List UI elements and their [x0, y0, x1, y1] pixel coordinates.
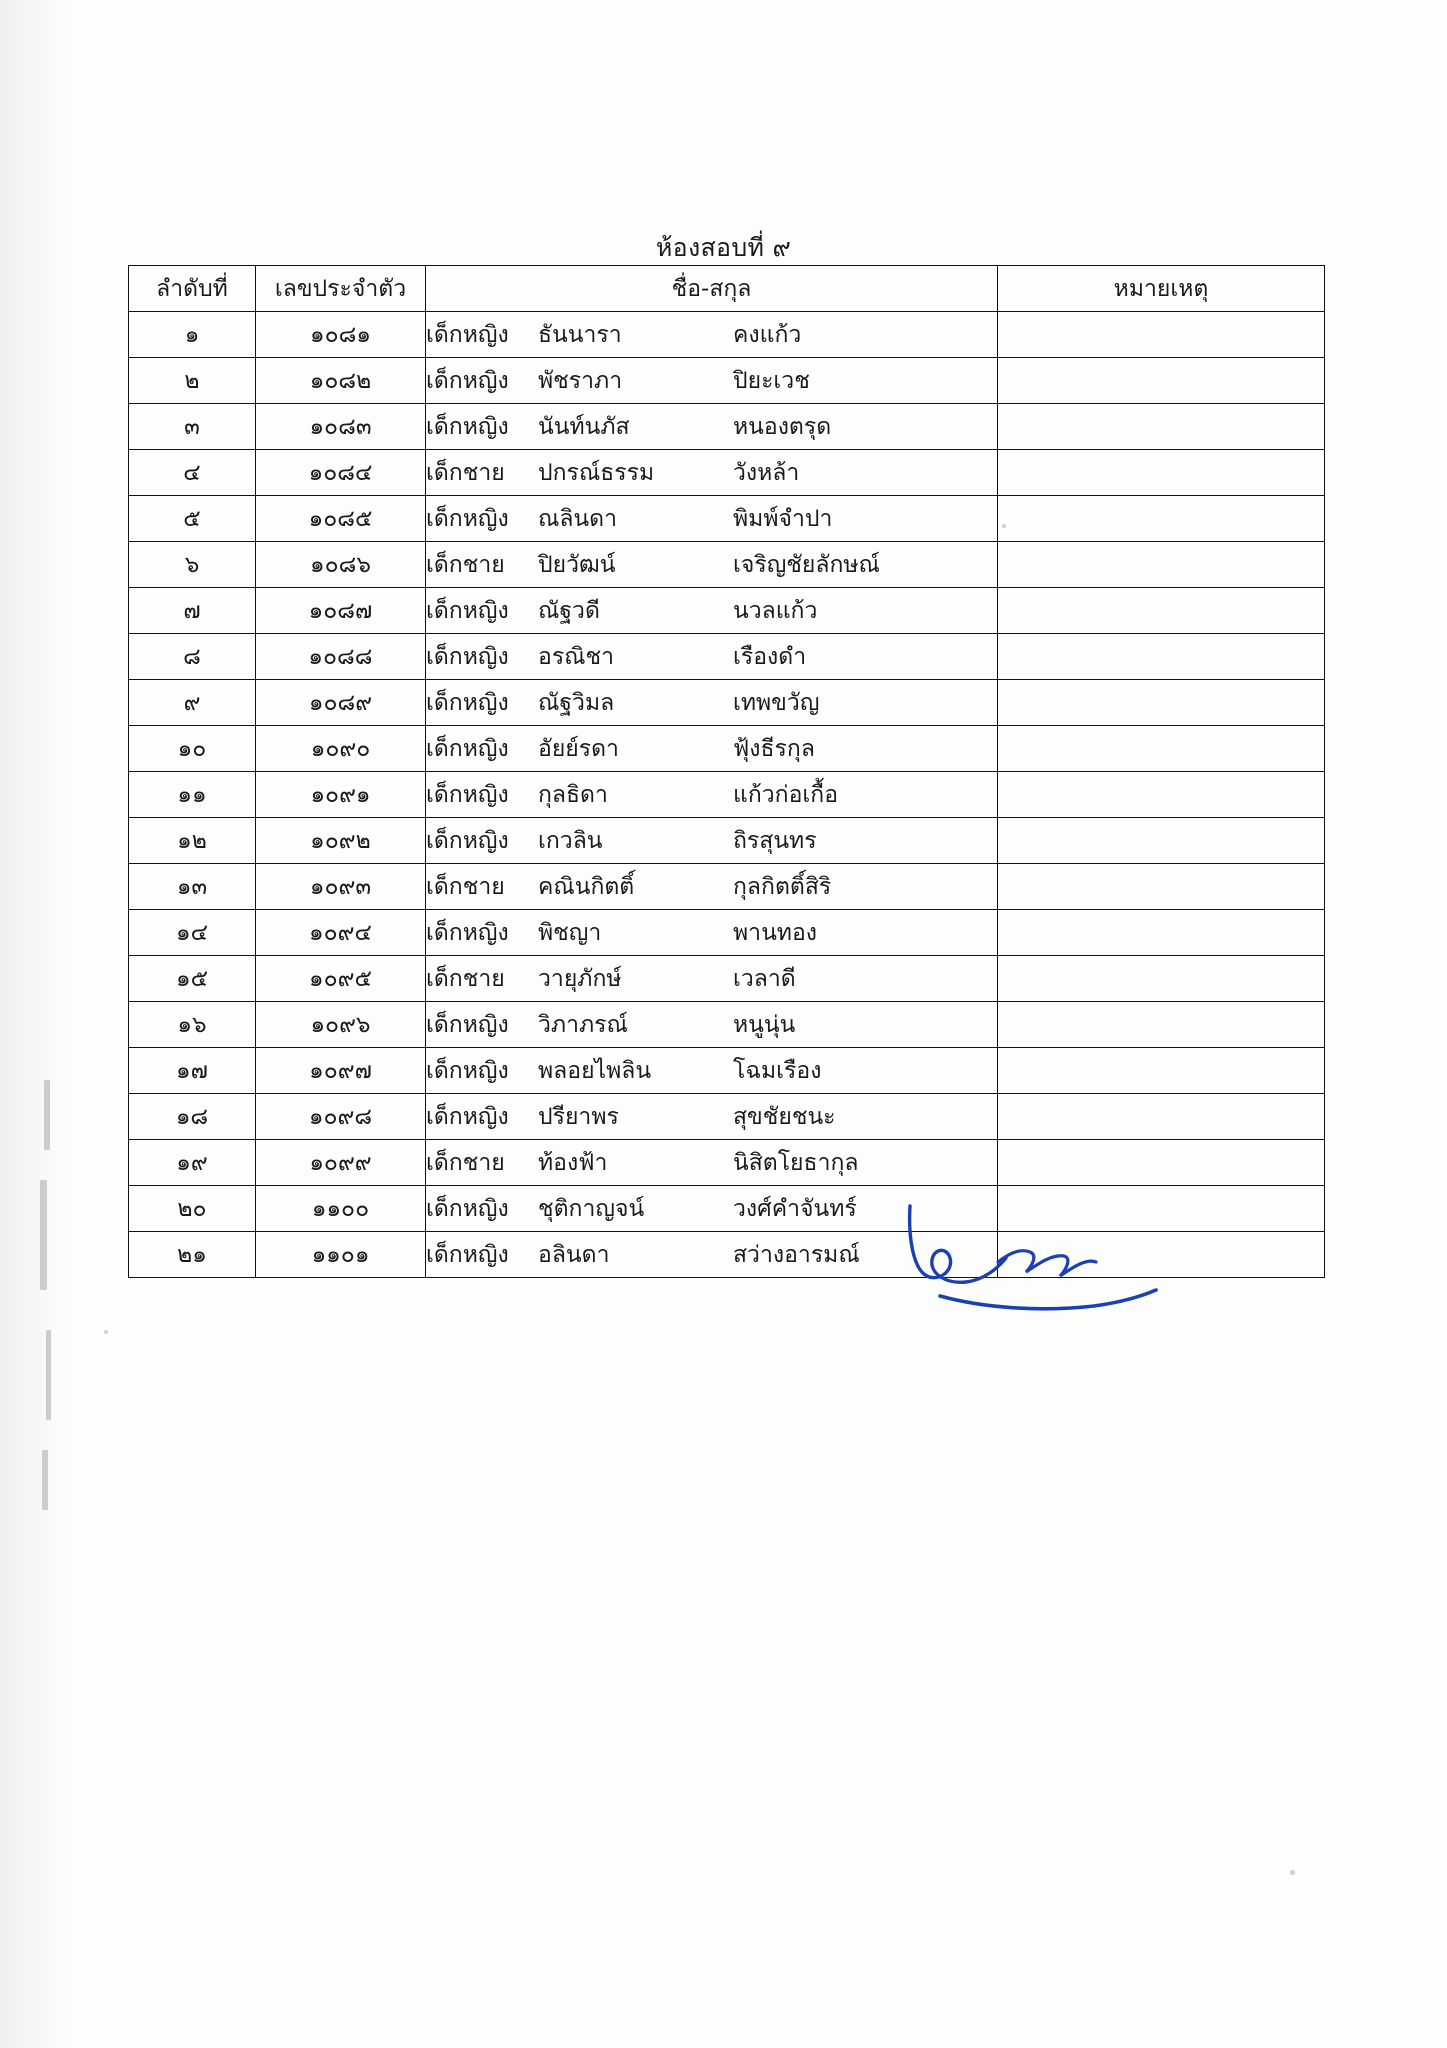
- name-prefix: เด็กหญิง: [426, 827, 509, 854]
- table-row: [129, 1140, 1325, 1186]
- scan-edge-shadow: [0, 0, 70, 2048]
- column-header-note: หมายเหตุ: [998, 266, 1325, 312]
- name-prefix: เด็กหญิง: [426, 781, 509, 808]
- name-prefix: เด็กหญิง: [426, 1011, 509, 1038]
- cell-sequence-number: ๑๒: [129, 818, 256, 864]
- given-name: นันท์นภัส: [538, 413, 630, 440]
- given-name: ณลินดา: [538, 505, 618, 532]
- name-row: [426, 547, 997, 583]
- surname: วงศ์คำจันทร์: [733, 1195, 857, 1222]
- cell-full-name: [426, 726, 998, 772]
- cell-full-name: [426, 634, 998, 680]
- cell-student-id: ๑๐๘๗: [256, 588, 426, 634]
- cell-sequence-number: ๙: [129, 680, 256, 726]
- cell-full-name: [426, 496, 998, 542]
- cell-remark: [998, 634, 1325, 680]
- given-name: พลอยไพลิน: [538, 1057, 652, 1084]
- name-prefix: เด็กชาย: [426, 873, 505, 900]
- name-prefix: เด็กชาย: [426, 551, 505, 578]
- given-name: วายุภักษ์: [538, 965, 622, 992]
- cell-full-name: [426, 1094, 998, 1140]
- column-header-id: เลขประจำตัว: [256, 266, 426, 312]
- given-name: อลินดา: [538, 1241, 610, 1268]
- table-row: [129, 496, 1325, 542]
- given-name: ณัฐวิมล: [538, 689, 615, 716]
- cell-student-id: ๑๑๐๑: [256, 1232, 426, 1278]
- name-row: [426, 1191, 997, 1227]
- cell-full-name: [426, 312, 998, 358]
- name-prefix: เด็กหญิง: [426, 1195, 509, 1222]
- cell-student-id: ๑๐๘๘: [256, 634, 426, 680]
- surname: เจริญชัยลักษณ์: [733, 551, 880, 578]
- table-row: [129, 1002, 1325, 1048]
- name-prefix: เด็กหญิง: [426, 1241, 509, 1268]
- cell-remark: [998, 312, 1325, 358]
- column-header-name: ชื่อ-สกุล: [426, 266, 998, 312]
- given-name: ปรียาพร: [538, 1103, 619, 1130]
- cell-student-id: ๑๐๙๓: [256, 864, 426, 910]
- cell-sequence-number: ๑: [129, 312, 256, 358]
- name-row: [426, 1099, 997, 1135]
- cell-remark: [998, 358, 1325, 404]
- cell-full-name: [426, 1232, 998, 1278]
- surname: เทพขวัญ: [733, 689, 820, 716]
- surname: สุขชัยชนะ: [733, 1103, 836, 1130]
- cell-remark: [998, 956, 1325, 1002]
- name-row: [426, 961, 997, 997]
- table-row: [129, 680, 1325, 726]
- name-prefix: เด็กชาย: [426, 965, 505, 992]
- name-prefix: เด็กหญิง: [426, 597, 509, 624]
- cell-full-name: [426, 910, 998, 956]
- cell-remark: [998, 542, 1325, 588]
- cell-student-id: ๑๐๙๔: [256, 910, 426, 956]
- table-row: [129, 910, 1325, 956]
- scan-speckle: [104, 1330, 108, 1334]
- name-row: [426, 639, 997, 675]
- name-prefix: เด็กหญิง: [426, 1057, 509, 1084]
- surname: คงแก้ว: [733, 321, 802, 348]
- name-row: [426, 455, 997, 491]
- name-row: [426, 823, 997, 859]
- surname: ถิรสุนทร: [733, 827, 817, 854]
- name-prefix: เด็กหญิง: [426, 1103, 509, 1130]
- scan-speckle: [42, 1450, 48, 1510]
- name-row: [426, 409, 997, 445]
- cell-student-id: ๑๐๘๒: [256, 358, 426, 404]
- name-row: [426, 1007, 997, 1043]
- name-row: [426, 869, 997, 905]
- cell-sequence-number: ๕: [129, 496, 256, 542]
- given-name: ท้องฟ้า: [538, 1149, 608, 1176]
- table-row: [129, 404, 1325, 450]
- cell-student-id: ๑๐๘๓: [256, 404, 426, 450]
- name-row: [426, 915, 997, 951]
- given-name: ปิยวัฒน์: [538, 551, 616, 578]
- table-row: [129, 588, 1325, 634]
- cell-student-id: ๑๐๘๑: [256, 312, 426, 358]
- surname: ปิยะเวช: [733, 367, 810, 394]
- name-prefix: เด็กหญิง: [426, 367, 509, 394]
- cell-student-id: ๑๐๙๗: [256, 1048, 426, 1094]
- surname: พานทอง: [733, 919, 818, 946]
- name-prefix: เด็กหญิง: [426, 643, 509, 670]
- cell-remark: [998, 404, 1325, 450]
- table-header-row: [129, 266, 1325, 312]
- name-row: [426, 777, 997, 813]
- cell-sequence-number: ๖: [129, 542, 256, 588]
- given-name: วิภาภรณ์: [538, 1011, 628, 1038]
- cell-remark: [998, 910, 1325, 956]
- cell-remark: [998, 450, 1325, 496]
- cell-remark: [998, 588, 1325, 634]
- scan-speckle: [44, 1080, 50, 1150]
- cell-full-name: [426, 404, 998, 450]
- cell-full-name: [426, 1186, 998, 1232]
- surname: ฟุ้งธีรกุล: [733, 735, 815, 762]
- cell-full-name: [426, 588, 998, 634]
- surname: แก้วก่อเกื้อ: [733, 781, 839, 808]
- cell-sequence-number: ๑๖: [129, 1002, 256, 1048]
- name-row: [426, 1053, 997, 1089]
- cell-sequence-number: ๔: [129, 450, 256, 496]
- name-prefix: เด็กหญิง: [426, 919, 509, 946]
- name-row: [426, 1145, 997, 1181]
- cell-remark: [998, 1232, 1325, 1278]
- surname: สว่างอารมณ์: [733, 1241, 860, 1268]
- surname: นวลแก้ว: [733, 597, 818, 624]
- student-roster-table: [128, 265, 1325, 1278]
- cell-sequence-number: ๓: [129, 404, 256, 450]
- cell-remark: [998, 1094, 1325, 1140]
- cell-student-id: ๑๑๐๐: [256, 1186, 426, 1232]
- cell-full-name: [426, 956, 998, 1002]
- name-row: [426, 685, 997, 721]
- cell-sequence-number: ๑๙: [129, 1140, 256, 1186]
- name-row: [426, 501, 997, 537]
- table-row: [129, 634, 1325, 680]
- given-name: เกวลิน: [538, 827, 603, 854]
- given-name: กุลธิดา: [538, 781, 608, 808]
- table-row: [129, 726, 1325, 772]
- cell-full-name: [426, 1002, 998, 1048]
- table-row: [129, 956, 1325, 1002]
- scan-speckle: [1290, 1870, 1295, 1875]
- name-prefix: เด็กหญิง: [426, 735, 509, 762]
- given-name: พิชญา: [538, 919, 602, 946]
- given-name: ธันนารา: [538, 321, 622, 348]
- cell-sequence-number: ๑๓: [129, 864, 256, 910]
- cell-sequence-number: ๑๐: [129, 726, 256, 772]
- cell-sequence-number: ๒๐: [129, 1186, 256, 1232]
- name-prefix: เด็กชาย: [426, 459, 505, 486]
- given-name: อรณิชา: [538, 643, 615, 670]
- given-name: อัยย์รดา: [538, 735, 619, 762]
- table-row: [129, 864, 1325, 910]
- cell-full-name: [426, 772, 998, 818]
- cell-sequence-number: ๑๔: [129, 910, 256, 956]
- cell-student-id: ๑๐๘๖: [256, 542, 426, 588]
- cell-student-id: ๑๐๘๙: [256, 680, 426, 726]
- table-row: [129, 312, 1325, 358]
- cell-full-name: [426, 864, 998, 910]
- cell-remark: [998, 1140, 1325, 1186]
- cell-sequence-number: ๑๗: [129, 1048, 256, 1094]
- cell-remark: [998, 818, 1325, 864]
- table-row: [129, 450, 1325, 496]
- cell-student-id: ๑๐๙๖: [256, 1002, 426, 1048]
- cell-student-id: ๑๐๙๘: [256, 1094, 426, 1140]
- cell-sequence-number: ๘: [129, 634, 256, 680]
- cell-student-id: ๑๐๙๐: [256, 726, 426, 772]
- cell-student-id: ๑๐๘๕: [256, 496, 426, 542]
- name-row: [426, 317, 997, 353]
- surname: กุลกิตติ์สิริ: [733, 873, 832, 900]
- table-row: [129, 1094, 1325, 1140]
- name-row: [426, 731, 997, 767]
- name-prefix: เด็กหญิง: [426, 689, 509, 716]
- cell-student-id: ๑๐๙๙: [256, 1140, 426, 1186]
- name-row: [426, 593, 997, 629]
- surname: โฉมเรือง: [733, 1057, 822, 1084]
- surname: หนองตรุด: [733, 413, 832, 440]
- table-row: [129, 1232, 1325, 1278]
- cell-sequence-number: ๑๕: [129, 956, 256, 1002]
- table-row: [129, 818, 1325, 864]
- scan-speckle: [46, 1330, 51, 1420]
- cell-remark: [998, 864, 1325, 910]
- cell-remark: [998, 726, 1325, 772]
- table-row: [129, 772, 1325, 818]
- surname: เวลาดี: [733, 965, 796, 992]
- cell-full-name: [426, 818, 998, 864]
- table-row: [129, 358, 1325, 404]
- cell-remark: [998, 496, 1325, 542]
- cell-sequence-number: ๒: [129, 358, 256, 404]
- table-row: [129, 542, 1325, 588]
- page-title: ห้องสอบที่ ๙: [655, 233, 792, 262]
- given-name: ชุติกาญจน์: [538, 1195, 645, 1222]
- cell-student-id: ๑๐๘๔: [256, 450, 426, 496]
- cell-full-name: [426, 680, 998, 726]
- given-name: ปกรณ์ธรรม: [538, 459, 655, 486]
- cell-full-name: [426, 542, 998, 588]
- given-name: ณัฐวดี: [538, 597, 600, 624]
- cell-student-id: ๑๐๙๒: [256, 818, 426, 864]
- table-row: [129, 1048, 1325, 1094]
- name-prefix: เด็กหญิง: [426, 505, 509, 532]
- scan-speckle: [40, 1180, 47, 1290]
- name-prefix: เด็กหญิง: [426, 413, 509, 440]
- surname: วังหล้า: [733, 459, 800, 486]
- table-row: [129, 1186, 1325, 1232]
- cell-remark: [998, 1048, 1325, 1094]
- cell-student-id: ๑๐๙๑: [256, 772, 426, 818]
- cell-remark: [998, 772, 1325, 818]
- column-header-no: ลำดับที่: [129, 266, 256, 312]
- cell-student-id: ๑๐๙๕: [256, 956, 426, 1002]
- cell-sequence-number: ๗: [129, 588, 256, 634]
- cell-full-name: [426, 1048, 998, 1094]
- surname: เรืองดำ: [733, 643, 807, 670]
- name-prefix: เด็กหญิง: [426, 321, 509, 348]
- name-prefix: เด็กชาย: [426, 1149, 505, 1176]
- name-row: [426, 363, 997, 399]
- cell-remark: [998, 680, 1325, 726]
- cell-remark: [998, 1186, 1325, 1232]
- cell-sequence-number: ๑๘: [129, 1094, 256, 1140]
- surname: หนูนุ่น: [733, 1011, 796, 1038]
- given-name: พัชราภา: [538, 367, 623, 394]
- cell-full-name: [426, 358, 998, 404]
- cell-sequence-number: ๑๑: [129, 772, 256, 818]
- cell-sequence-number: ๒๑: [129, 1232, 256, 1278]
- given-name: คณินกิตติ์: [538, 873, 635, 900]
- cell-remark: [998, 1002, 1325, 1048]
- name-row: [426, 1237, 997, 1273]
- surname: พิมพ์จำปา: [733, 505, 833, 532]
- surname: นิสิตโยธากุล: [733, 1149, 859, 1176]
- cell-full-name: [426, 450, 998, 496]
- cell-full-name: [426, 1140, 998, 1186]
